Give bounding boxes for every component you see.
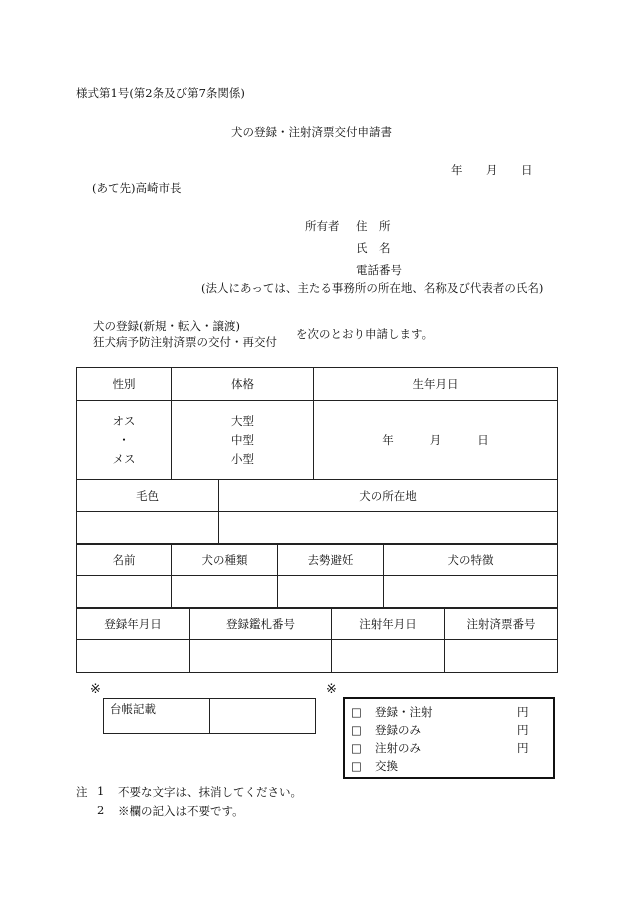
neutered-header: 去勢避妊 <box>278 544 384 576</box>
fee-row-injection-only[interactable] <box>351 739 553 757</box>
office-use-mark-left: ※ <box>90 682 101 697</box>
injection-date-input[interactable] <box>332 640 445 673</box>
coat-color-header: 毛色 <box>77 480 219 512</box>
dog-features-input[interactable] <box>384 576 558 609</box>
checkbox-icon[interactable]: □ <box>351 759 362 773</box>
date-year-label: 年 <box>451 163 463 177</box>
ledger-input[interactable] <box>210 699 316 734</box>
registration-date-input[interactable] <box>77 640 190 673</box>
sex-header: 性別 <box>77 368 172 401</box>
request-suffix: を次のとおり申請します。 <box>296 327 434 341</box>
dog-breed-header: 犬の種類 <box>172 544 278 576</box>
injection-tag-number-input[interactable] <box>445 640 558 673</box>
fee-row-exchange[interactable] <box>351 757 553 775</box>
fee-label: 登録のみ <box>375 723 421 737</box>
fee-unit: 円 <box>517 723 529 737</box>
owner-phone-label: 電話番号 <box>356 263 402 277</box>
size-option-small[interactable]: 小型 <box>231 451 254 466</box>
office-use-mark-right: ※ <box>326 682 337 697</box>
sex-option-male[interactable]: オス <box>112 413 136 428</box>
owner-name-label: 氏 名 <box>356 241 391 255</box>
fee-unit: 円 <box>517 705 529 719</box>
dog-color-location-table <box>76 479 558 545</box>
birth-day-label: 日 <box>477 433 489 447</box>
checkbox-icon[interactable]: □ <box>351 705 362 719</box>
sex-option-separator: ・ <box>118 432 130 447</box>
sex-option-female[interactable]: メス <box>112 451 136 466</box>
ledger-label: 台帳記載 <box>104 699 210 734</box>
dog-basic-table <box>76 367 558 480</box>
owner-label: 所有者 <box>305 219 340 233</box>
dog-breed-input[interactable] <box>172 576 278 609</box>
fee-label: 交換 <box>375 759 398 773</box>
size-cell[interactable] <box>172 401 314 480</box>
injection-date-header: 注射年月日 <box>332 608 445 640</box>
dog-location-input[interactable] <box>219 512 558 545</box>
fee-label: 注射のみ <box>375 741 421 755</box>
request-line-injection: 狂犬病予防注射済票の交付・再交付 <box>93 335 277 349</box>
fee-box <box>343 697 555 779</box>
checkbox-icon[interactable]: □ <box>351 741 362 755</box>
owner-address-label: 住 所 <box>356 219 391 233</box>
size-header: 体格 <box>172 368 314 401</box>
dog-location-header: 犬の所在地 <box>219 480 558 512</box>
ledger-table <box>103 698 316 734</box>
size-option-medium[interactable]: 中型 <box>231 432 254 447</box>
birth-date-cell[interactable] <box>314 401 558 480</box>
date-month-label: 月 <box>486 163 498 177</box>
dog-name-header: 名前 <box>77 544 172 576</box>
request-line-registration: 犬の登録(新規・転入・譲渡) <box>93 319 240 333</box>
sex-cell[interactable] <box>77 401 172 480</box>
note-text: 不要な文字は、抹消してください。 <box>118 785 302 799</box>
addressee: (あて先)高崎市長 <box>92 181 182 195</box>
coat-color-input[interactable] <box>77 512 219 545</box>
injection-tag-number-header: 注射済票番号 <box>445 608 558 640</box>
birth-year-label: 年 <box>382 433 394 447</box>
neutered-input[interactable] <box>278 576 384 609</box>
fee-label: 登録・注射 <box>375 705 433 719</box>
note-number: 2 <box>97 803 105 817</box>
dog-features-header: 犬の特徴 <box>384 544 558 576</box>
dog-name-input[interactable] <box>77 576 172 609</box>
fee-row-registration-only[interactable] <box>351 721 553 739</box>
note-text: ※欄の記入は不要です。 <box>118 804 244 818</box>
checkbox-icon[interactable]: □ <box>351 723 362 737</box>
registration-date-header: 登録年月日 <box>77 608 190 640</box>
document-title: 犬の登録・注射済票交付申請書 <box>231 125 392 139</box>
form-number: 様式第1号(第2条及び第7条関係) <box>76 86 245 100</box>
size-option-large[interactable]: 大型 <box>231 413 254 428</box>
note-number: 1 <box>97 784 105 798</box>
birth-date-header: 生年月日 <box>314 368 558 401</box>
registration-record-table <box>76 607 558 673</box>
birth-month-label: 月 <box>429 433 442 447</box>
fee-unit: 円 <box>517 741 529 755</box>
tag-number-header: 登録鑑札番号 <box>190 608 332 640</box>
dog-details-table <box>76 543 558 609</box>
notes-prefix: 注 <box>76 785 88 799</box>
date-day-label: 日 <box>521 163 533 177</box>
corporation-note: (法人にあっては、主たる事務所の所在地、名称及び代表者の氏名) <box>201 281 544 295</box>
tag-number-input[interactable] <box>190 640 332 673</box>
fee-row-registration-injection[interactable] <box>351 703 553 721</box>
